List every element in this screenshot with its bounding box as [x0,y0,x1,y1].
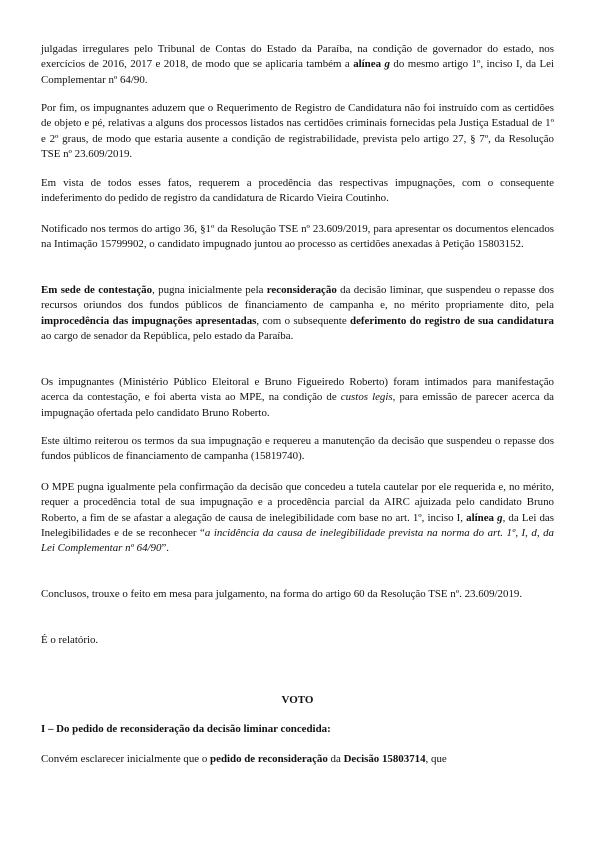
paragraph-reiteration: Este último reiterou os termos da sua impugnação e requereu a manutenção da decisão que suspendeu o repasse dos fundos públicos de financiamento de campanha (15819740). [41,435,554,463]
text-run: do mesmo artigo 1º, inciso I, da Lei Complementar nº 64/90. [41,58,554,86]
bold-run [466,512,502,524]
paragraph-notification: Notificado nos termos do artigo 36, §1º da Resolução TSE nº 23.609/2019, para apresentar os documentos elencados na Intimação 15799902, o candidato impugnado juntou ao processo as certidões anexadas à Petição 15803152. [41,223,554,251]
bold-text: alínea [466,511,498,524]
bold-text: pedido de reconsideração [210,753,328,765]
text-run: , que [425,753,447,765]
text-run: , com o subsequente [256,314,351,327]
text-run: da decisão liminar, que suspendeu o repasse dos recursos oriundos dos fundos públicos de financiamento de campanha e, no mérito propriamente dito, pela [41,284,554,312]
bold-text: improcedência das impugnações apresentadas [41,314,257,327]
paragraph-impugnants-notified [41,375,554,421]
paragraph-requests: Em vista de todos esses fatos, requerem a procedência das respectivas impugnações, com o consequente indeferimento do pedido de registro da candidatura de Ricardo Vieira Coutinho. [41,177,554,205]
text-run: da [327,753,344,765]
text-run: julgadas irregulares pelo Tribunal de Contas do Estado da Paraíba, na condição de governador do estado, nos exercícios de 2016, 2017 e 2018, de modo que se aplicaria também a [41,43,554,71]
paragraph-conclusion: Conclusos, trouxe o feito em mesa para julgamento, na forma do artigo 60 da Resolução TSE nº. 23.609/2019. [41,588,523,600]
text-run: Os impugnantes (Ministério Público Eleitoral e Bruno Figueiredo Roberto) foram intimados para manifestação acerca da contestação, e foi aberta vista ao MPE, na condição de [41,376,554,404]
bold-text: deferimento do registro de sua candidatura [350,314,554,327]
paragraph-missing-certificates: Por fim, os impugnantes aduzem que o Requerimento de Registro de Candidatura não foi instruído com as certidões de objeto e pé, relativas a alguns dos processos listados nas certidões criminais fornecidas pela Justiça Estadual de 1º e 2º graus, de modo que estaria ausente a condição de registrabilidade, prevista pelo artigo 27, § 7º, da Resolução TSE nº 23.609/2019. [41,102,554,160]
text-run: ”. [161,542,170,555]
bold-italic-text: g [497,511,503,524]
italic-text: custos legis [340,391,393,404]
section-title-voto: VOTO [281,694,314,706]
text-run: O MPE pugna igualmente pela confirmação da decisão que concedeu a tutela cautelar por ele requerida e, no mérito, requer a procedência total de sua impugnação e a procedência parcial da AIRC ajuizada pelo candidato Bruno Roberto, a fim de se afastar a alegação de causa de inelegibilidade com base no art. 1º, inciso I, [41,481,554,524]
text-run: , para emissão de parecer acerca da impugnação ofertada pelo candidato Bruno Roberto. [41,391,555,419]
text-run: , da Lei das Inelegibilidades e de se reconhecer “ [41,511,554,539]
bold-run [353,58,390,70]
italic-quote: a incidência da causa de inelegibilidade prevista na norma do art. 1º, I, d, da Lei Complementar nº 64/90 [41,526,554,555]
section-heading: I – Do pedido de reconsideração da decisão liminar concedida: [41,723,331,735]
text-run: ao cargo de senador da República, pelo estado da Paraíba. [41,329,294,342]
text-run: , pugna inicialmente pela [152,284,267,296]
text-run: Convém esclarecer inicialmente que o [41,753,211,765]
bold-italic-text: g [384,58,390,71]
paragraph-governor-accounts [41,42,554,88]
paragraph-contestation [41,283,554,344]
paragraph-report-end: É o relatório. [41,634,99,646]
paragraph-reconsideration [41,752,554,767]
bold-text: Decisão 15803714 [343,753,426,765]
bold-text: Em sede de contestação [41,284,153,296]
bold-text: reconsideração [266,284,337,296]
bold-text: alínea [353,58,385,71]
paragraph-mpe-request [41,480,554,556]
